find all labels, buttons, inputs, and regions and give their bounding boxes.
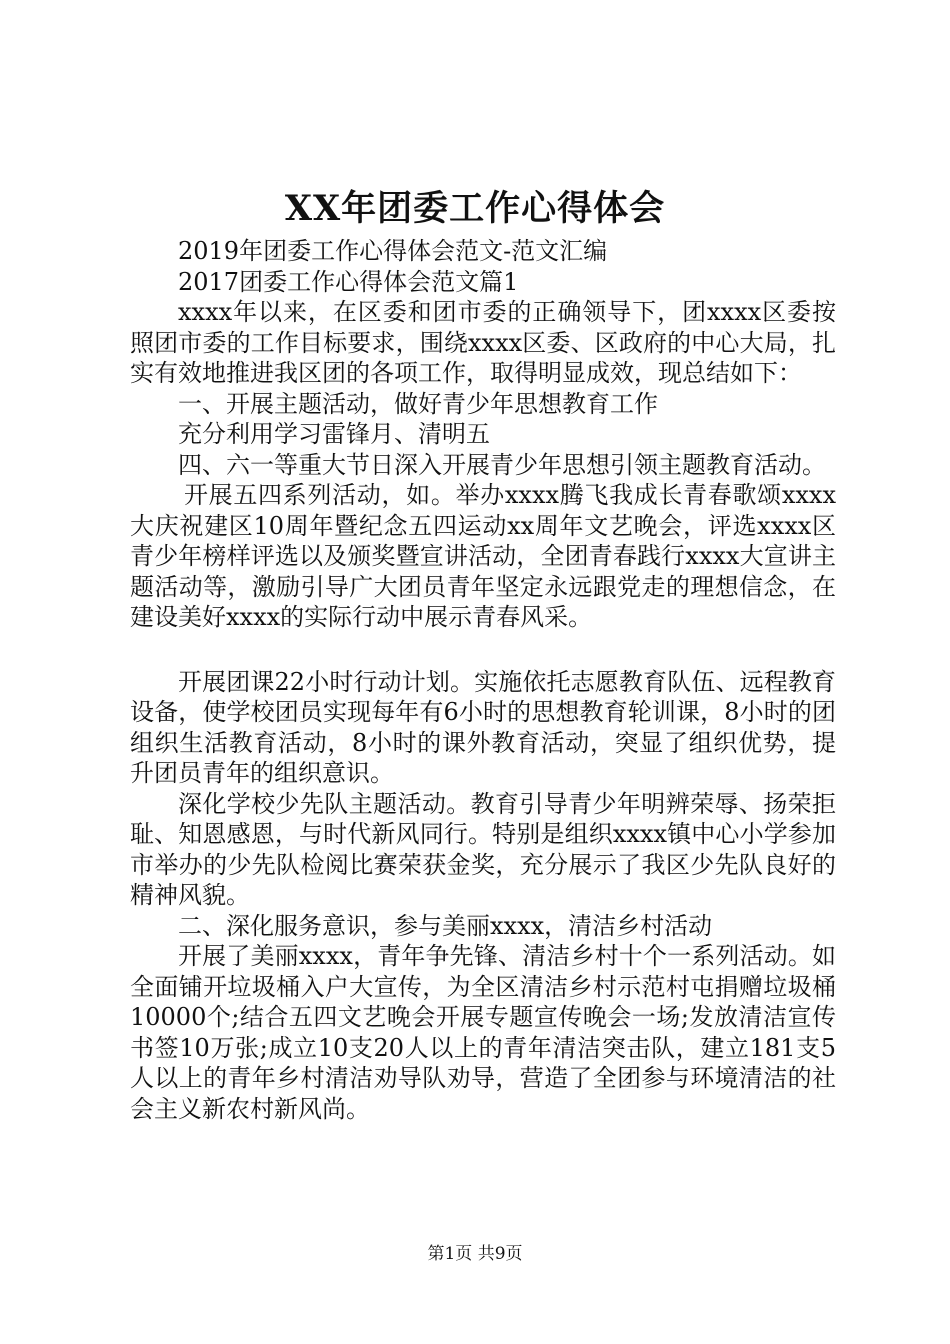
subtitle-line: 2019年团委工作心得体会范文-范文汇编: [178, 237, 608, 265]
section-heading: 2017团委工作心得体会范文篇1: [178, 267, 519, 296]
body-paragraph: 开展了美丽xxxx，青年争先锋、清洁乡村十个一系列活动。如全面铺开垃圾桶入户大宣传，为全区清洁乡村示范村屯捐赠垃圾桶10000个;结合五四文艺晚会开展专题宣传晚会一场;发放清洁宣传书签10万张;成立10支20人以上的青年清洁突击队，建立181支5人以上的青年乡村清洁劝导队劝导，营造了全团参与环境清洁的社会主义新农村新风尚。: [130, 942, 836, 1123]
body-paragraph: 开展五四系列活动，如。举办xxxx腾飞我成长青春歌颂xxxx大庆祝建区10周年暨纪念五四运动xx周年文艺晚会，评选xxxx区青少年榜样评选以及颁奖暨宣讲活动，全团青春践行xxxx大宣讲主题活动等，激励引导广大团员青年坚定永远跟党走的理想信念，在建设美好xxxx的实际行动中展示青春风采。: [130, 481, 836, 631]
section-heading: 一、开展主题活动，做好青少年思想教育工作: [178, 389, 658, 418]
body-paragraph: 深化学校少先队主题活动。教育引导青少年明辨荣辱、扬荣拒耻、知恩感恩，与时代新风同行。特别是组织xxxx镇中心小学参加市举办的少先队检阅比赛荣获金奖，充分展示了我区少先队良好的精神风貌。: [130, 789, 836, 909]
section-heading: 二、深化服务意识，参与美丽xxxx，清洁乡村活动: [178, 911, 713, 940]
body-paragraph: xxxx年以来，在区委和团市委的正确领导下，团xxxx区委按照团市委的工作目标要求，围绕xxxx区委、区政府的中心大局，扎实有效地推进我区团的各项工作，取得明显成效，现总结如下：: [130, 298, 836, 387]
body-paragraph: 四、六一等重大节日深入开展青少年思想引领主题教育活动。: [178, 450, 826, 479]
document-body: [130, 236, 836, 1124]
page-title: XX年团委工作心得体会: [284, 188, 666, 229]
body-paragraph: 充分利用学习雷锋月、清明五: [178, 420, 490, 448]
body-paragraph: 开展团课22小时行动计划。实施依托志愿教育队伍、远程教育设备，使学校团员实现每年有6小时的思想教育轮训课，8小时的团组织生活教育活动，8小时的课外教育活动，突显了组织优势，提升团员青年的组织意识。: [130, 667, 836, 787]
page-indicator: 第1页 共9页: [427, 1244, 523, 1264]
